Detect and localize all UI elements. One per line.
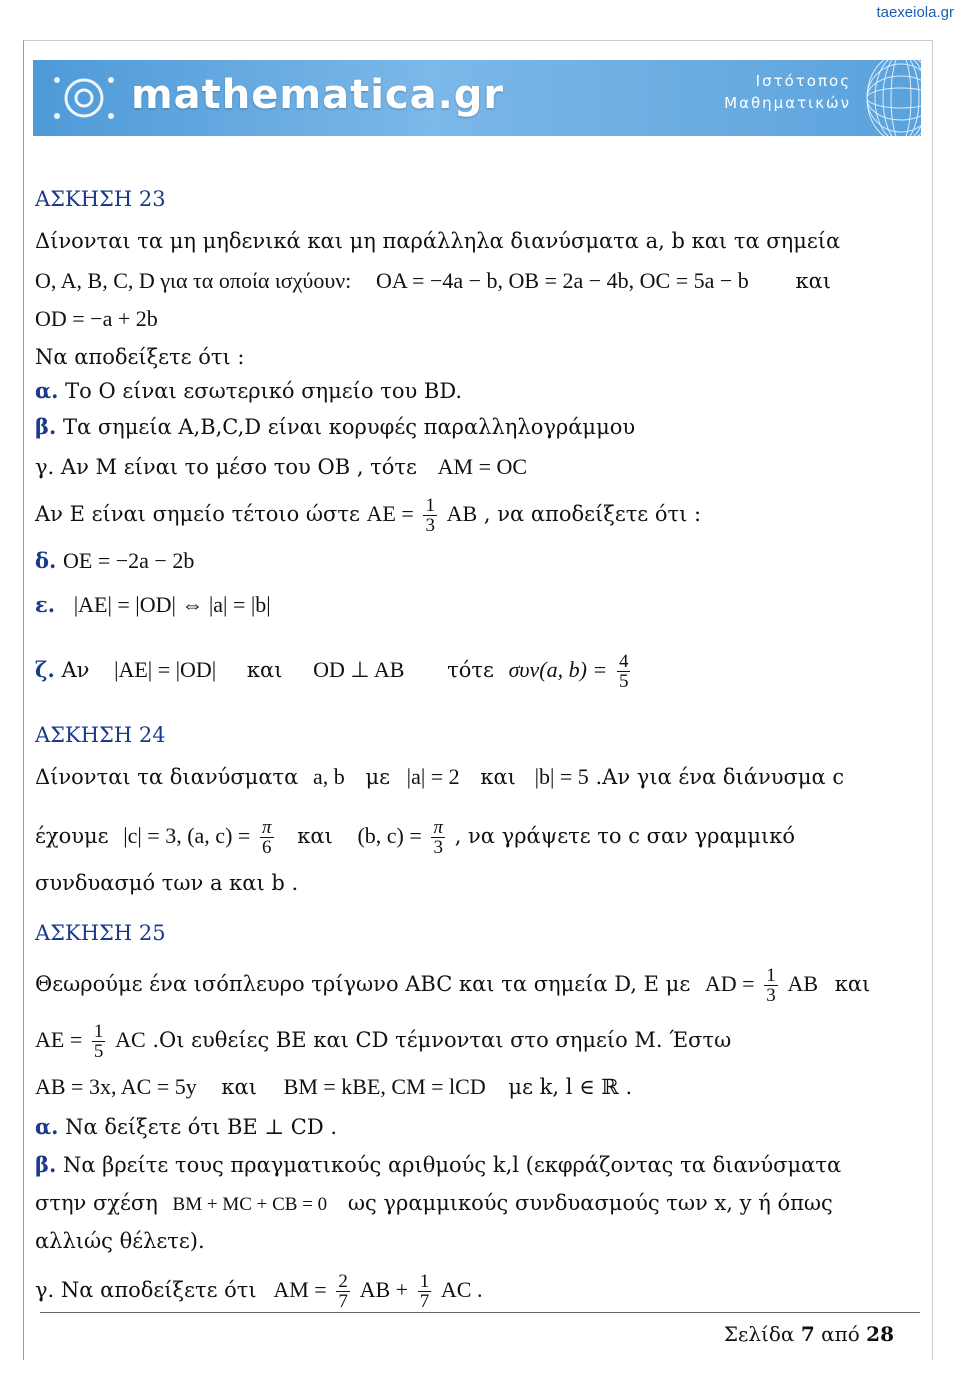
site-link[interactable]: taexeiola.gr [876,4,954,21]
ex25-frac1-den: 3 [766,985,776,1006]
part-a-text: Το O είναι εσωτερικό σημείο του BD. [65,379,463,403]
ex25-g-frac2 [418,1272,432,1311]
banner-subtitle-line1: Ιστότοπος [755,72,851,90]
exercise-25-title: ΑΣΚΗΣΗ 25 [35,921,166,945]
ex24-l1c: με [365,765,390,789]
footer-divider [40,1312,920,1313]
ex25-g-math2: AB + [359,1277,409,1302]
ex25-g-frac1-num: 2 [338,1271,348,1292]
ex25-g-math1: AM = [273,1277,327,1302]
ex25-part-g-label: γ. [35,1278,55,1302]
ex25-b-l2c: ως γραμμικούς συνδυασμούς των x, y ή όπως [347,1191,833,1215]
ex25-part-b-line3: αλλιώς θέλετε). [35,1229,205,1253]
z-fraction [617,652,631,691]
page-footer [724,1322,894,1346]
ex25-part-a-label: α. [35,1114,59,1139]
ex23-part-b [35,414,635,440]
ex25-l1c: AB [787,971,819,996]
ex25-g-frac2-num: 1 [419,1271,430,1292]
ex25-l3b: και [221,1075,257,1099]
ex24-l2d: (b, c) = [357,823,422,848]
ex23-part-g [35,454,527,480]
ex25-frac2-num: 1 [93,1021,104,1042]
ex23-prove: Να αποδείξετε ότι : [35,345,245,369]
ex23-part-a [35,378,462,404]
part-g-label: γ. [35,455,55,479]
ex23-vectors: OA = −4a − b, OB = 2a − 4b, OC = 5a − b [375,268,749,293]
exercise-23-title: ΑΣΚΗΣΗ 23 [35,187,166,211]
ex24-line1 [35,764,844,790]
part-g-math: AM = OC [437,454,528,479]
sphere-graphic-icon [851,60,921,136]
ex25-part-b-text: Να βρείτε τους πραγματικούς αριθμούς k,l (εκφράζοντας τα διανύσματα [62,1153,842,1177]
ex25-l1a: Θεωρούμε ένα ισόπλευρο τρίγωνο ABC και τα σημεία D, E με [35,972,691,996]
part-epsilon-math: |AE| = |OD| ⇔ |a| = |b| [73,592,271,617]
ex25-part-a [35,1114,337,1140]
e-intro-text: Αν E είναι σημείο τέτοιο ώστε [35,502,360,526]
banner-subtitle-line2: Μαθηματικών [724,94,851,112]
logo-graphic-icon [47,68,121,128]
part-z-math3: συν(a, b) = [508,657,608,682]
ex25-l3d: με k, l ∈ ℝ . [508,1075,633,1099]
ex24-l2a: έχουμε [35,824,109,848]
part-z-label: ζ. [35,657,55,682]
ex24-line2 [35,818,795,857]
ex25-part-b [35,1152,841,1178]
ex24-frac1 [260,818,274,857]
ex25-l2c: .Οι ευθείες BE και CD τέμνονται στο σημείο M. Έστω [152,1028,732,1052]
part-z-text3: τότε [447,658,494,682]
ex24-frac1-den: 6 [262,837,272,858]
header-banner [33,60,921,136]
ex25-g-frac1-den: 7 [338,1291,348,1312]
ex25-line3 [35,1074,632,1100]
z-fraction-den: 5 [618,671,629,692]
ex24-l1f: |b| = 5 [534,764,589,789]
e-fraction-num: 1 [425,495,435,516]
e-tail: , να αποδείξετε ότι : [483,502,702,526]
footer-prefix: Σελίδα [723,1322,795,1346]
ex25-b-l2b: BM + MC + CB = 0 [172,1194,328,1215]
part-z-math2: OD ⊥ AB [313,657,405,682]
part-epsilon-label: ε. [35,592,56,617]
ex25-part-b-label: β. [35,1152,57,1177]
ex25-l1b: AD = [704,971,755,996]
ex23-part-d [35,548,194,574]
part-d-math: OE = −2a − 2b [63,548,195,573]
ex24-l1e: και [480,765,516,789]
ex25-l1d: και [834,972,871,996]
ex24-line3: συνδυασμό των a και b . [35,871,299,895]
ex23-line2 [35,268,831,294]
ex25-frac2-den: 5 [93,1041,104,1062]
z-fraction-num: 4 [618,651,629,672]
ex24-l1a: Δίνονται τα διανύσματα [35,765,299,789]
ex25-l2a: AE = [35,1027,83,1052]
ex24-l2b: |c| = 3, (a, c) = [123,823,251,848]
ex25-frac2 [92,1022,106,1061]
part-g-text: Αν M είναι το μέσο του OB , τότε [60,455,417,479]
ex24-l1d: |a| = 2 [406,764,460,789]
banner-logo-text: mathematica.gr [131,72,505,118]
footer-of: από [821,1322,860,1346]
ex23-line3: OD = −a + 2b [35,306,158,331]
ex23-part-z [35,652,633,691]
exercise-24-title: ΑΣΚΗΣΗ 24 [35,723,166,747]
e-fraction-den: 3 [425,515,435,536]
ex24-frac1-num: π [262,817,272,838]
ex24-l1b: a, b [313,764,345,789]
ex24-frac2-num: π [433,817,443,838]
ex24-l2e: , να γράψετε το c σαν γραμμικό [454,824,795,848]
ex25-line1 [35,966,870,1005]
banner-subtitle [724,70,851,114]
ex25-part-g-text: Να αποδείξετε ότι [60,1278,257,1302]
ex23-line1: Δίνονται τα μη μηδενικά και μη παράλληλα διανύσματα a, b και τα σημεία [35,229,841,253]
ex25-l3c: BM = kBE, CM = lCD [283,1074,486,1099]
e-fraction [423,496,437,535]
part-b-text: Τα σημεία A,B,C,D είναι κορυφές παραλληλογράμμου [62,415,636,439]
e-math-rhs: AB [446,501,478,526]
ex25-line2 [35,1022,731,1061]
footer-total-pages: 28 [866,1322,894,1346]
part-b-label: β. [35,414,57,439]
ex24-l2c: και [297,824,333,848]
ex25-part-g [35,1272,482,1311]
e-math-lhs: AE = [366,501,414,526]
part-z-math1: |AE| = |OD| [114,657,217,682]
ex25-frac1 [764,966,778,1005]
part-d-label: δ. [35,548,57,573]
ex25-g-frac2-den: 7 [419,1291,430,1312]
footer-page-number: 7 [800,1322,815,1346]
ex23-e-intro [35,496,701,535]
ex23-points: O, A, B, C, D για τα οποία ισχύουν: [35,268,352,293]
ex23-and: και [795,269,832,293]
ex24-frac2-den: 3 [433,837,443,858]
ex24-l1g: .Αν για ένα διάνυσμα c [595,765,845,789]
part-z-text1: Αν [61,658,90,682]
part-a-label: α. [35,378,59,403]
ex25-frac1-num: 1 [766,965,776,986]
ex24-frac2 [431,818,445,857]
ex25-b-l2a: στην σχέση [35,1191,158,1215]
ex25-l2b: AC [115,1027,146,1052]
ex23-part-epsilon [35,592,271,618]
ex25-l3a: AB = 3x, AC = 5y [35,1074,197,1099]
part-z-text2: και [246,658,283,682]
ex25-g-math3: AC . [440,1277,483,1302]
ex25-part-b-line2 [35,1190,833,1218]
ex25-g-frac1 [336,1272,350,1311]
ex25-part-a-text: Να δείξετε ότι BE ⊥ CD . [65,1115,338,1139]
